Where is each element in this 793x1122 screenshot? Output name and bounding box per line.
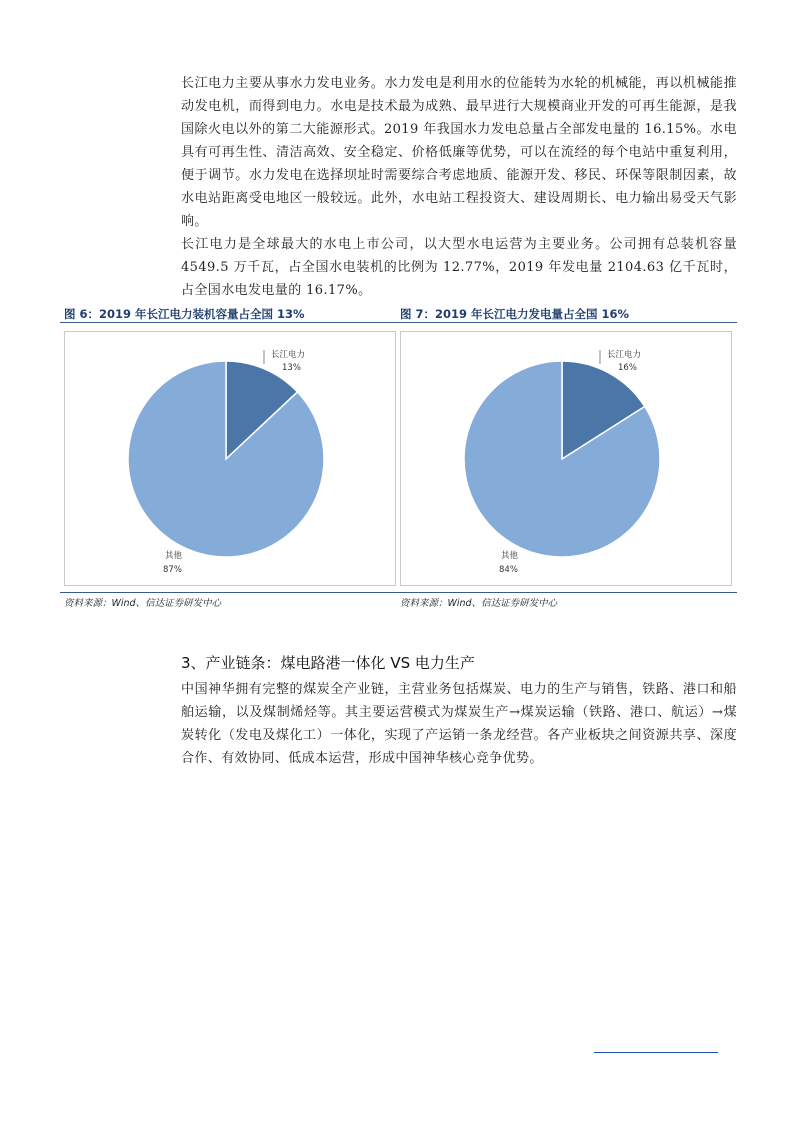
figure-divider bbox=[60, 322, 737, 323]
slice-label-changjiang: 长江电力 bbox=[607, 350, 642, 360]
figure-7-chart bbox=[400, 331, 732, 586]
footer-link-underline[interactable] bbox=[594, 1052, 718, 1053]
figure-6-caption: 图 6：2019 年长江电力装机容量占全国 13% bbox=[64, 307, 305, 321]
figure-7-caption: 图 7：2019 年长江电力发电量占全国 16% bbox=[400, 307, 630, 321]
section-body: 中国神华拥有完整的煤炭全产业链，主营业务包括煤炭、电力的生产与销售，铁路、港口和船舶运输，以及煤制烯烃等。其主要运营模式为煤炭生产→煤炭运输（铁路、港口、航运）→煤炭转化（发电及煤化工）一体化，实现了产运销一条龙经营。各产业板块之间资源共享、深度合作、有效协同、低成本运营，形成中国神华核心竞争优势。 bbox=[181, 682, 737, 766]
slice-label-other: 其他 bbox=[165, 551, 183, 561]
slice-value-other: 87% bbox=[163, 565, 182, 575]
slice-label-changjiang: 长江电力 bbox=[271, 350, 306, 360]
source-divider bbox=[60, 592, 737, 593]
figure-6-chart bbox=[64, 331, 396, 586]
slice-value-changjiang: 16% bbox=[618, 363, 637, 373]
intro-paragraph-2: 长江电力是全球最大的水电上市公司，以大型水电运营为主要业务。公司拥有总装机容量 4549.5 万千瓦，占全国水电装机的比例为 12.77%，2019 年发电量 2104.63 亿千瓦时，占全国水电发电量的 16.17%。 bbox=[181, 237, 737, 298]
intro-paragraph-1: 长江电力主要从事水力发电业务。水力发电是利用水的位能转为水轮的机械能，再以机械能推动发电机，而得到电力。水电是技术最为成熟、最早进行大规模商业开发的可再生能源，是我国除火电以外的第二大能源形式。2019 年我国水力发电总量占全部发电量的 16.15%。水电具有可再生性、清洁高效、安全稳定、价格低廉等优势，可以在流经的每个电站中重复利用，便于调节。水力发电在选择坝址时需要综合考虑地质、能源开发、移民、环保等限制因素，故水电站距离受电地区一般较远。此外，水电站工程投资大、建设周期长、电力输出易受天气影响。 bbox=[181, 76, 737, 229]
figure-6-svg bbox=[65, 332, 395, 585]
figure-6-source: 资料来源：Wind、信达证券研发中心 bbox=[64, 598, 222, 609]
figure-7-source: 资料来源：Wind、信达证券研发中心 bbox=[400, 598, 558, 609]
slice-value-other: 84% bbox=[499, 565, 518, 575]
slice-value-changjiang: 13% bbox=[282, 363, 301, 373]
figure-7-svg bbox=[401, 332, 731, 585]
section-heading: 3、产业链条：煤电路港一体化 VS 电力生产 bbox=[181, 654, 475, 672]
slice-label-other: 其他 bbox=[501, 551, 519, 561]
